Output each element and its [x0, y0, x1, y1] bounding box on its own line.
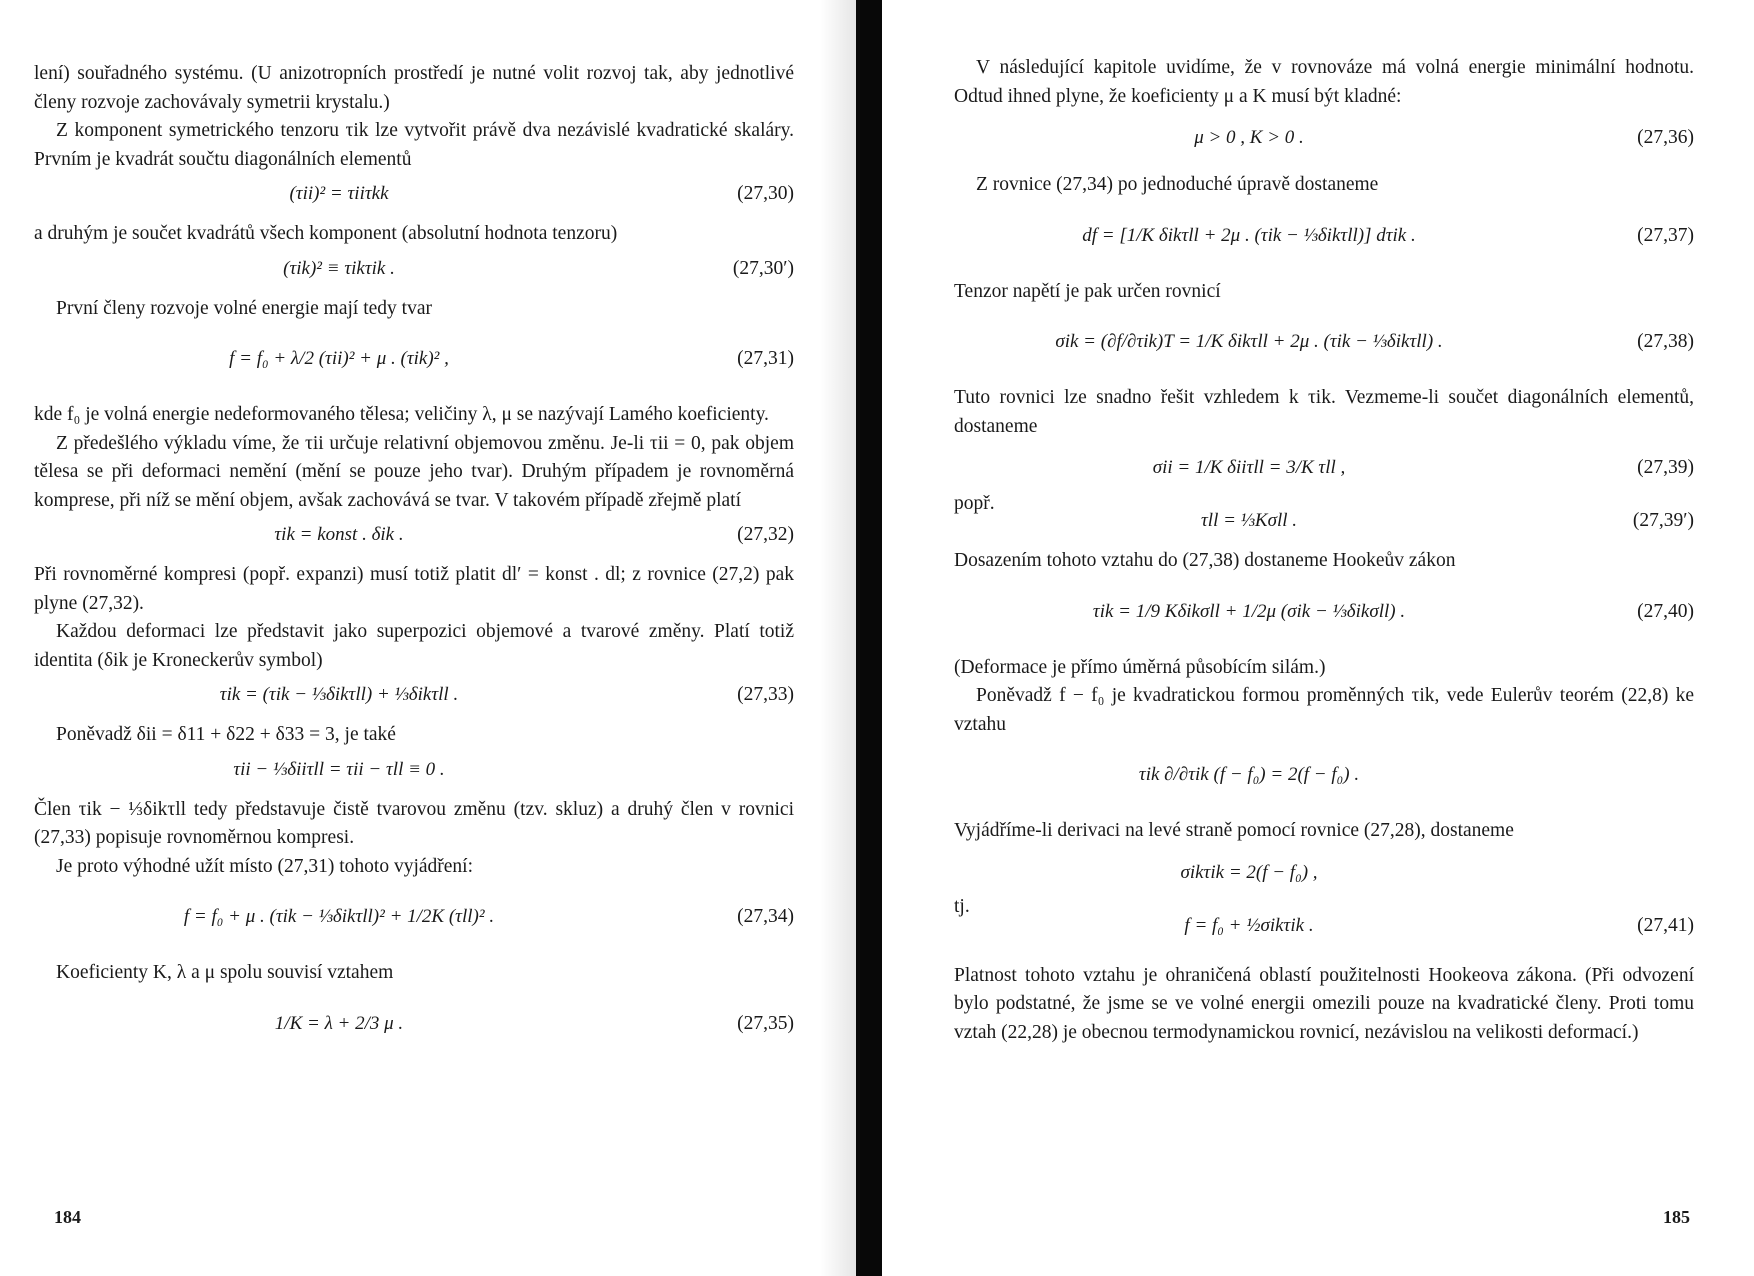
equation-27-39-prime: [954, 493, 1694, 547]
right-text-column: [954, 54, 1694, 1047]
paragraph: Koeficienty K, λ a μ spolu souvisí vztahem: [56, 962, 394, 983]
equation-number: (27,35): [737, 1012, 794, 1034]
paragraph: Každou deformaci lze představit jako superpozici objemové a tvarové změny. Platí totiž identita (δik je Kroneckerův symbol): [34, 621, 794, 671]
equation-formula: σii = 1/K δiiτll = 3/K τll ,: [1152, 457, 1346, 478]
equation-27-40: [954, 576, 1694, 654]
equation-number: (27,30′): [732, 257, 794, 279]
equation-number: (27,36): [1637, 127, 1694, 148]
equation-formula: f = f₀ + ½σikτik .: [1184, 914, 1314, 936]
page-number: 185: [1663, 1207, 1690, 1227]
paragraph: Z rovnice (27,34) po jednoduché úpravě dostaneme: [976, 174, 1379, 195]
equation-27-38: [954, 306, 1694, 384]
equation-formula: σikτik = 2(f − f₀) ,: [1180, 861, 1318, 883]
equation-27-36: [954, 111, 1694, 171]
paragraph: V následující kapitole uvidíme, že v rovnováze má volná energie minimální hodnotu. Odtud ihned plyne, že koeficienty μ a K musí být kladné:: [954, 57, 1694, 107]
gutter-shadow: [820, 0, 856, 1276]
paragraph: Z předešlého výkladu víme, že τii určuje relativní objemovou změnu. Je-li τii = 0, pak objem tělesa se při deformaci nemění (mění se pouze jeho tvar). Druhým případem je rovnoměrná komprese, při níž se mění objem, avšak zachovává se tvar. V takovém případě zřejmě platí: [34, 432, 794, 511]
equation-formula: (τii)² = τiiτkk: [289, 183, 389, 204]
equation-number: (27,39): [1637, 457, 1694, 478]
paragraph: Tenzor napětí je pak určen rovnicí: [954, 280, 1221, 302]
equation-number: (27,39′): [1632, 510, 1694, 531]
paragraph: Tuto rovnici lze snadno řešit vzhledem k τik. Vezmeme-li součet diagonálních elementů, dostaneme: [954, 387, 1694, 437]
equation-number: (27,38): [1637, 331, 1694, 352]
equation-27-34: [34, 881, 794, 959]
equation-formula: f = f₀ + λ/2 (τii)² + μ . (τik)² ,: [229, 348, 449, 369]
equation-formula: τik ∂/∂τik (f − f₀) = 2(f − f₀) .: [1138, 764, 1360, 785]
paragraph: (Deformace je přímo úměrná působícím silám.): [954, 656, 1326, 678]
equation-27-35: [34, 988, 794, 1066]
equation-euler: [954, 739, 1694, 817]
paragraph: a druhým je součet kvadrátů všech komponent (absolutní hodnota tenzoru): [34, 223, 618, 244]
label-popr: popř.: [954, 493, 995, 514]
equation-number: (27,37): [1637, 224, 1694, 246]
paragraph: Poněvadž δii = δ11 + δ22 + δ33 = 3, je také: [56, 724, 396, 745]
paragraph: Je proto výhodné užít místo (27,31) tohoto vyjádření:: [56, 855, 474, 877]
equation-formula: τik = 1/9 Kδikσll + 1/2μ (σik − ⅓δikσll) .: [1092, 600, 1406, 622]
left-text-column: [34, 60, 794, 1066]
equation-27-30: [34, 174, 794, 220]
paragraph: První členy rozvoje volné energie mají tedy tvar: [56, 297, 432, 319]
page-number: 184: [54, 1207, 81, 1227]
equation-27-41: [954, 895, 1694, 952]
equation-27-39: [954, 441, 1694, 501]
equation-formula: 1/K = λ + 2/3 μ .: [274, 1012, 404, 1034]
equation-27-33: [34, 675, 794, 721]
equation-formula: τik = konst . δik .: [274, 524, 404, 545]
left-page: [0, 0, 856, 1276]
equation-number: (27,30): [737, 183, 794, 204]
book-gutter: [856, 0, 882, 1276]
equation-formula: τik = (τik − ⅓δikτll) + ⅓δikτll .: [219, 684, 459, 705]
equation-number: (27,34): [737, 906, 794, 927]
equation-number: (27,33): [737, 684, 794, 705]
equation-formula: τll = ⅓Kσll .: [1200, 510, 1298, 531]
paragraph: Platnost tohoto vztahu je ohraničená oblastí použitelnosti Hookeova zákona. (Při odvození bylo podstatné, že jsme se ve volné energii omezili pouze na kvadratické členy. Proti tomu vztah (22,28) je obecnou termodynamickou rovnicí, nezávislou na velikosti deformací.): [954, 964, 1694, 1043]
equation-number: (27,32): [737, 524, 794, 545]
equation-27-32: [34, 515, 794, 561]
equation-unnumbered: [954, 846, 1694, 906]
equation-unnumbered: [34, 750, 794, 796]
paragraph: kde f₀ je volná energie nedeformovaného tělesa; veličiny λ, μ se nazývají Lamého koeficienty.: [34, 404, 769, 425]
equation-27-37: [954, 200, 1694, 278]
label-tj: tj.: [954, 895, 970, 917]
paragraph: Z komponent symetrického tenzoru τik lze vytvořit právě dva nezávislé kvadratické skaláry. Prvním je kvadrát součtu diagonálních elementů: [34, 120, 794, 170]
paragraph: Poněvadž f − f₀ je kvadratickou formou proměnných τik, vede Eulerův teorém (22,8) ke vztahu: [954, 685, 1694, 735]
equation-formula: τii − ⅓δiiτll = τii − τll ≡ 0 .: [233, 758, 445, 780]
right-page: [882, 0, 1754, 1276]
paragraph: Vyjádříme-li derivaci na levé straně pomocí rovnice (27,28), dostaneme: [954, 820, 1514, 841]
equation-27-30-prime: [34, 249, 794, 295]
paragraph: Dosazením tohoto vztahu do (27,38) dostaneme Hookeův zákon: [954, 550, 1456, 571]
equation-formula: df = [1/K δikτll + 2μ . (τik − ⅓δikτll)] dτik .: [1082, 224, 1416, 246]
equation-formula: μ > 0 , K > 0 .: [1194, 127, 1304, 148]
equation-number: (27,40): [1637, 600, 1694, 622]
paragraph: lení) souřadného systému. (U anizotropních prostředí je nutné volit rozvoj tak, aby jednotlivé členy rozvoje zachovávaly symetrii krystalu.): [34, 63, 794, 113]
equation-formula: (τik)² ≡ τikτik .: [283, 257, 395, 279]
equation-27-31: [34, 323, 794, 401]
equation-formula: σik = (∂f/∂τik)T = 1/K δikτll + 2μ . (τik − ⅓δikτll) .: [1055, 331, 1443, 352]
equation-formula: f = f₀ + μ . (τik − ⅓δikτll)² + 1/2K (τll)² .: [183, 906, 495, 927]
paragraph: Při rovnoměrné kompresi (popř. expanzi) musí totiž platit dl′ = konst . dl; z rovnice (27,2) pak plyne (27,32).: [34, 564, 794, 614]
equation-number: (27,31): [737, 348, 794, 369]
equation-number: (27,41): [1637, 914, 1694, 936]
paragraph: Člen τik − ⅓δikτll tedy představuje čistě tvarovou změnu (tzv. skluz) a druhý člen v rovnici (27,33) popisuje rovnoměrnou kompresi.: [34, 798, 794, 848]
